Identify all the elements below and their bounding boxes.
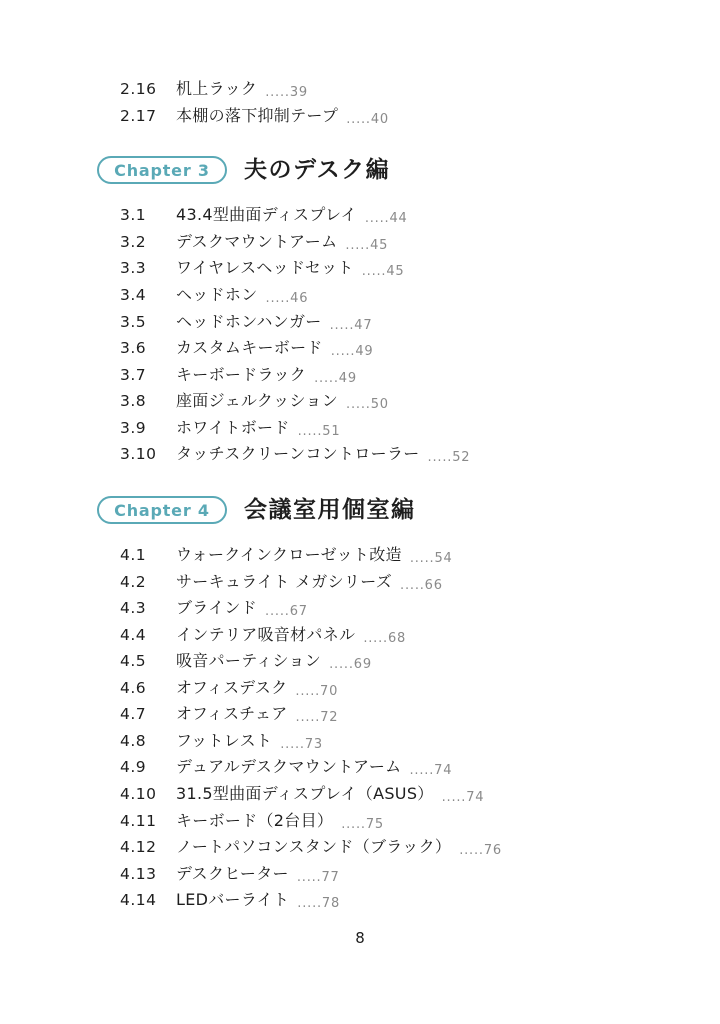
entry-number: 4.4 — [120, 626, 147, 644]
entry-page: .....54 — [409, 551, 453, 566]
entry-title: デスクヒーター — [176, 864, 289, 883]
toc-entry[interactable] — [120, 362, 357, 388]
entry-number: 4.2 — [120, 573, 147, 591]
entry-page: .....44 — [364, 211, 408, 226]
entry-title: タッチスクリーンコントローラー — [176, 444, 420, 463]
entry-title: 机上ラック — [176, 79, 258, 98]
entry-page: .....73 — [280, 737, 324, 752]
entry-number: 3.8 — [120, 392, 147, 410]
entry-number: 4.13 — [120, 865, 157, 883]
entry-number: 4.12 — [120, 838, 157, 856]
toc-entry[interactable] — [120, 675, 338, 701]
toc-entry[interactable] — [120, 441, 470, 467]
toc-entry[interactable] — [120, 103, 389, 129]
entry-number: 4.11 — [120, 812, 157, 830]
entry-page: .....49 — [314, 371, 357, 386]
entry-title: ヘッドホン — [176, 285, 258, 304]
toc-entry[interactable] — [120, 622, 406, 648]
entry-title: ホワイトボード — [176, 418, 290, 437]
entry-number: 3.9 — [120, 419, 147, 437]
entry-page: .....72 — [295, 710, 339, 725]
entry-page: .....74 — [441, 790, 485, 805]
entry-page: .....76 — [459, 843, 502, 858]
page-number: 8 — [355, 929, 365, 947]
toc-entry[interactable] — [120, 808, 384, 834]
entry-number: 4.1 — [120, 546, 147, 564]
entry-number: 2.16 — [120, 80, 157, 98]
entry-title: 吸音パーティション — [176, 651, 322, 670]
entry-title: サーキュライト メガシリーズ — [176, 572, 393, 591]
toc-entry[interactable] — [120, 282, 308, 308]
entry-title: オフィスチェア — [176, 704, 288, 723]
entry-title: オフィスデスク — [176, 678, 288, 697]
entry-number: 4.9 — [120, 758, 147, 776]
toc-entry[interactable] — [120, 229, 388, 255]
entry-title: ノートパソコンスタンド（ブラック） — [176, 837, 452, 856]
entry-number: 3.5 — [120, 313, 147, 331]
entry-title: 本棚の落下抑制テープ — [176, 106, 339, 125]
entry-number: 3.1 — [120, 206, 147, 224]
entry-number: 4.8 — [120, 732, 147, 750]
toc-entry[interactable] — [120, 834, 502, 860]
toc-entry[interactable] — [120, 415, 340, 441]
entry-page: .....50 — [346, 397, 389, 412]
toc-entry[interactable] — [120, 569, 443, 595]
chapter-4-badge: Chapter 4 — [97, 496, 227, 524]
entry-number: 3.3 — [120, 259, 147, 277]
entry-number: 3.7 — [120, 366, 147, 384]
toc-entry[interactable] — [120, 754, 452, 780]
entry-page: .....45 — [361, 264, 405, 279]
toc-entry[interactable] — [120, 542, 453, 568]
entry-title: ウォークインクローゼット改造 — [176, 545, 402, 564]
entry-page: .....47 — [329, 318, 373, 333]
entry-number: 4.7 — [120, 705, 147, 723]
entry-page: .....51 — [297, 424, 341, 439]
entry-number: 4.14 — [120, 891, 157, 909]
entry-number: 3.2 — [120, 233, 147, 251]
entry-page: .....77 — [296, 870, 340, 885]
chapter-4-title: 会議室用個室編 — [244, 497, 416, 523]
entry-page: .....67 — [265, 604, 308, 619]
toc-entry[interactable] — [120, 595, 308, 621]
toc-entry[interactable] — [120, 781, 484, 807]
entry-page: .....78 — [297, 896, 341, 911]
entry-page: .....49 — [330, 344, 374, 359]
entry-page: .....70 — [295, 684, 339, 699]
entry-page: .....40 — [346, 112, 390, 127]
entry-page: .....52 — [427, 450, 471, 465]
entry-page: .....46 — [265, 291, 309, 306]
toc-entry[interactable] — [120, 887, 340, 913]
entry-number: 3.4 — [120, 286, 147, 304]
entry-page: .....69 — [329, 657, 372, 672]
entry-title: ブラインド — [176, 598, 258, 617]
entry-page: .....66 — [400, 578, 443, 593]
toc-entry[interactable] — [120, 202, 408, 228]
entry-number: 3.10 — [120, 445, 157, 463]
entry-title: ヘッドホンハンガー — [176, 312, 322, 331]
entry-title: キーボードラック — [176, 365, 307, 384]
entry-title: カスタムキーボード — [176, 338, 323, 357]
toc-entry[interactable] — [120, 728, 323, 754]
entry-number: 2.17 — [120, 107, 157, 125]
toc-entry[interactable] — [120, 648, 372, 674]
toc-entry[interactable] — [120, 388, 389, 414]
toc-entry[interactable] — [120, 309, 372, 335]
entry-number: 4.3 — [120, 599, 147, 617]
entry-title: 43.4型曲面ディスプレイ — [176, 205, 357, 224]
toc-entry[interactable] — [120, 255, 405, 281]
entry-title: デスクマウントアーム — [176, 232, 338, 251]
toc-entry[interactable] — [120, 861, 340, 887]
entry-page: .....39 — [265, 85, 308, 100]
entry-title: インテリア吸音材パネル — [176, 625, 356, 644]
entry-page: .....75 — [341, 817, 384, 832]
toc-entry[interactable] — [120, 701, 338, 727]
entry-number: 4.5 — [120, 652, 147, 670]
chapter-3-title: 夫のデスク編 — [244, 157, 391, 183]
entry-title: デュアルデスクマウントアーム — [176, 757, 402, 776]
entry-page: .....45 — [345, 238, 389, 253]
entry-number: 4.6 — [120, 679, 147, 697]
entry-title: フットレスト — [176, 731, 273, 750]
toc-entry[interactable] — [120, 335, 374, 361]
entry-title: 座面ジェルクッション — [176, 391, 339, 410]
entry-number: 4.10 — [120, 785, 157, 803]
entry-page: .....74 — [409, 763, 453, 778]
entry-title: キーボード（2台目） — [176, 811, 334, 830]
entry-title: ワイヤレスヘッドセット — [176, 258, 354, 277]
entry-title: 31.5型曲面ディスプレイ（ASUS） — [176, 784, 434, 803]
entry-number: 3.6 — [120, 339, 147, 357]
entry-title: LEDバーライト — [176, 890, 290, 909]
chapter-3-badge: Chapter 3 — [97, 156, 227, 184]
entry-page: .....68 — [363, 631, 407, 646]
toc-entry[interactable] — [120, 76, 308, 102]
